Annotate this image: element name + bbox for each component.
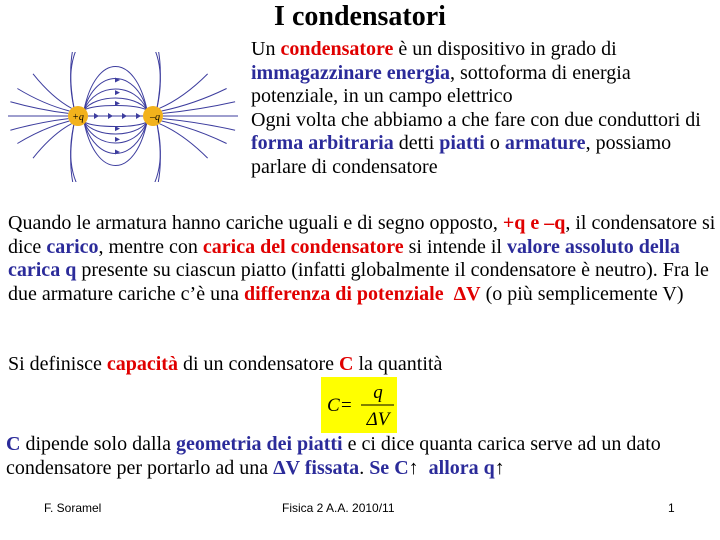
field-arrow bbox=[115, 90, 120, 95]
formula-denominator: ΔV bbox=[366, 409, 390, 430]
capacity-definition bbox=[8, 353, 720, 377]
text: è un dispositivo in grado di bbox=[393, 38, 617, 60]
text: Un bbox=[251, 38, 281, 60]
field-line bbox=[33, 74, 72, 108]
text: o bbox=[484, 132, 505, 154]
text: Quando le armatura hanno cariche uguali e di segno opposto, bbox=[8, 212, 503, 234]
text: , mentre con bbox=[98, 235, 203, 258]
text: di un condensatore bbox=[177, 353, 340, 375]
keyword-carica-del-condensatore: carica del condensatore bbox=[202, 235, 404, 258]
keyword-valore-assoluto: valore assoluto della carica q bbox=[8, 235, 680, 281]
keyword-forma-arbitraria: forma arbitraria bbox=[251, 132, 394, 154]
footer-page-number: 1 bbox=[668, 501, 675, 515]
formula-equals: = bbox=[341, 395, 352, 416]
field-line bbox=[17, 89, 69, 112]
field-line bbox=[159, 124, 207, 158]
field-line bbox=[84, 106, 147, 111]
field-line bbox=[10, 102, 68, 114]
keyword-allora-q: allora q bbox=[423, 456, 495, 479]
keyword-immagazzinare-energia: immagazzinare energia bbox=[251, 61, 451, 84]
up-arrow-icon: ↑ bbox=[494, 456, 505, 479]
slide-title: I condensatori bbox=[274, 1, 446, 32]
text: Si definisce bbox=[8, 353, 107, 375]
field-arrow bbox=[115, 137, 120, 142]
keyword-delta-v: ΔV bbox=[453, 282, 481, 305]
formula-numerator: q bbox=[373, 382, 383, 403]
keyword-c: C bbox=[6, 433, 21, 455]
keyword-geometria-dei-piatti: geometria dei piatti bbox=[175, 433, 343, 455]
text: . bbox=[359, 456, 370, 479]
field-arrow bbox=[136, 113, 141, 119]
dipole-field-figure bbox=[8, 52, 240, 182]
text: la quantità bbox=[353, 353, 443, 375]
field-arrow bbox=[108, 113, 113, 119]
keyword-carico: carico bbox=[46, 235, 99, 258]
footer-course: Fisica 2 A.A. 2010/11 bbox=[282, 501, 395, 515]
keyword-se-c: Se C bbox=[369, 456, 409, 479]
formula-lhs: C bbox=[327, 395, 340, 416]
text: Ogni volta che abbiamo a che fare con due conduttori di bbox=[251, 108, 701, 131]
geometry-paragraph bbox=[6, 433, 720, 480]
field-arrow bbox=[122, 113, 127, 119]
field-line bbox=[17, 121, 69, 144]
field-line bbox=[162, 121, 227, 144]
keyword-condensatore: condensatore bbox=[280, 38, 394, 60]
charge-paragraph bbox=[8, 212, 720, 306]
keyword-c: C bbox=[339, 353, 354, 375]
text: , sottoforma di energia potenziale, in un campo elettrico bbox=[251, 61, 631, 107]
field-line bbox=[163, 102, 235, 114]
keyword-armature: armature bbox=[504, 132, 586, 154]
text: detti bbox=[393, 132, 440, 154]
text: , possiamo parlare di condensatore bbox=[251, 132, 672, 178]
keyword-capacita: capacità bbox=[106, 353, 178, 375]
field-line bbox=[33, 124, 72, 158]
text: e ci dice quanta carica serve ad un dato condensatore per portarlo ad una bbox=[6, 433, 661, 479]
footer-author: F. Soramel bbox=[44, 501, 102, 515]
capacity-formula bbox=[321, 377, 397, 433]
field-arrow bbox=[94, 113, 99, 119]
keyword-delta-v-fissata: ΔV fissata bbox=[273, 456, 360, 479]
keyword-differenza-di-potenziale: differenza di potenziale bbox=[243, 282, 444, 305]
positive-charge-label: +q bbox=[72, 112, 84, 123]
field-line bbox=[163, 119, 235, 131]
intro-paragraph bbox=[251, 38, 719, 179]
text: , il condensatore si dice bbox=[8, 212, 716, 258]
field-line bbox=[159, 74, 207, 108]
text: (o più semplicemente V) bbox=[480, 282, 684, 305]
negative-charge-label: –q bbox=[150, 112, 160, 123]
text: presente su ciascun piatto (infatti globalmente il condensatore è neutro). Fra le due armature cariche c’è una bbox=[8, 259, 709, 305]
text: dipende solo dalla bbox=[20, 433, 176, 455]
keyword-charges: +q e –q bbox=[502, 212, 566, 234]
field-line bbox=[162, 89, 227, 112]
text: si intende il bbox=[403, 235, 507, 258]
field-line bbox=[10, 119, 68, 131]
keyword-piatti: piatti bbox=[439, 132, 485, 154]
field-line bbox=[84, 122, 147, 127]
up-arrow-icon: ↑ bbox=[408, 456, 419, 479]
